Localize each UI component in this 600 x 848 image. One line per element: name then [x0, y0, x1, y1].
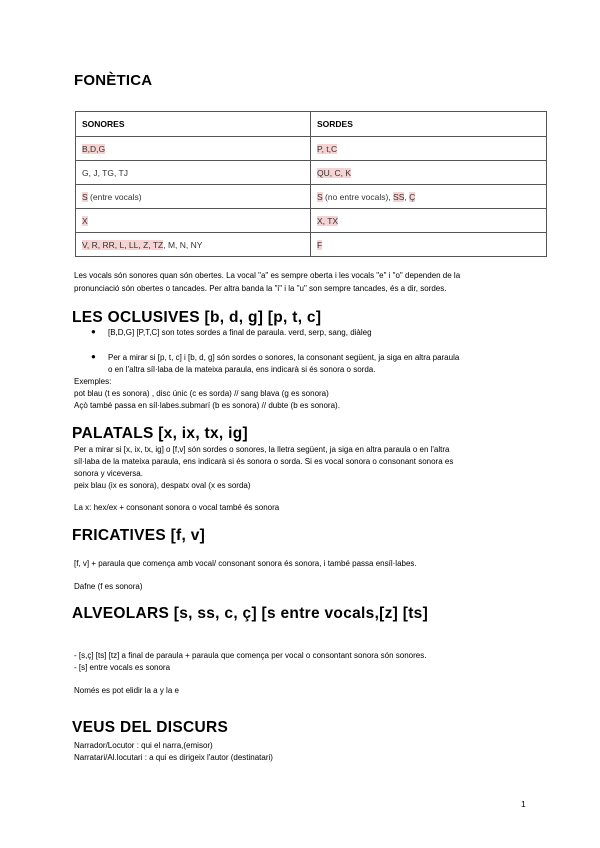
cell-text: F	[317, 239, 323, 250]
table-row	[76, 185, 547, 209]
page-number: 1	[521, 799, 526, 809]
section-heading-oclusives: LES OCLUSIVES [b, d, g] [p, t, c]	[72, 309, 322, 326]
table-header-row	[76, 112, 547, 137]
cell-sonores	[76, 185, 311, 209]
cell-sonores	[76, 137, 311, 161]
bullet-2-line-1: Per a mirar si [p, t, c] i [b, d, g] són sordes o sonores, la consonant següent, ja siga en altra paraula	[108, 353, 460, 362]
palatals-note: La x: hex/ex + consonant sonora o vocal també és sonora	[74, 503, 280, 512]
table-row	[76, 233, 547, 257]
section-heading-fricatives: FRICATIVES [f, v]	[72, 527, 206, 544]
veus-line-1: Narrador/Locutor : qui el narra,(emisor)	[74, 741, 213, 750]
cell-sordes	[311, 185, 547, 209]
oclusives-line-3: Açò també passa en síl·labes.submarí (b es sonora) // dubte (b es sonora).	[74, 401, 340, 410]
bullet-1-line-1: [B,D,G] [P,T,C] son totes sordes a final de paraula. verd, serp, sang, diàleg	[108, 328, 372, 337]
cell-sordes	[311, 161, 547, 185]
section-heading-alveolars: ALVEOLARS [s, ss, c, ç] [s entre vocals,[z] [ts]	[72, 605, 429, 622]
bullet-2-line-2: o en l'altra síl·laba de la mateixa paraula, ens indicarà si és sonora o sorda.	[108, 365, 376, 374]
table-row	[76, 209, 547, 233]
fricatives-line-2: Dafne (f es sonora)	[74, 582, 143, 591]
veus-line-2: Narratari/Al.locutari : a qui es dirigeix l'autor (destinatari)	[74, 753, 273, 762]
cell-sonores	[76, 209, 311, 233]
cell-text: V, R, RR, L, LL, Z, TZ	[82, 239, 164, 250]
intro-line-2: pronunciació són obertes o tancades. Per altra banda la "i" i la "u" son sempre tancades, és a dir, sordes.	[74, 284, 447, 293]
phonetics-table	[75, 111, 547, 257]
bullet-icon: ●	[91, 327, 96, 336]
cell-text: X	[82, 215, 88, 226]
alveolars-note: Només es pot elidir la a y la e	[74, 686, 179, 695]
cell-text: SS	[393, 191, 405, 202]
section-heading-palatals: PALATALS [x, ix, tx, ig]	[72, 425, 248, 442]
palatals-line-1: Per a mirar si [x, ix, tx, ig] o [f,v] són sordes o sonores, la lletra següent, ja siga en altra paraula o en l'altra	[74, 445, 450, 454]
section-heading-veus: VEUS DEL DISCURS	[72, 719, 229, 736]
cell-sonores	[76, 161, 311, 185]
palatals-line-2: síl·laba de la mateixa paraula, ens indicarà si és sonora o sorda. Si es vocal sonora o consonant sonora es	[74, 457, 454, 466]
cell-text: , M, N, NY	[163, 239, 203, 250]
intro-line-1: Les vocals són sonores quan són obertes. La vocal "a" es sempre oberta i les vocals "e" i "o" dependen de la	[74, 271, 461, 280]
cell-text: ,	[404, 191, 410, 202]
palatals-line-4: peix blau (ix es sonora), despatx oval (x es sorda)	[74, 481, 251, 490]
cell-sordes	[311, 209, 547, 233]
fricatives-line-1: [f, v] + paraula que comença amb vocal/ consonant sonora és sonora, i també passa ensíl·labes.	[74, 559, 417, 568]
cell-text: (entre vocals)	[87, 191, 142, 202]
cell-sordes	[311, 233, 547, 257]
cell-text: Ç	[409, 191, 416, 202]
alveolars-line-2: - [s] entre vocals es sonora	[74, 663, 171, 672]
table-row	[76, 161, 547, 185]
palatals-line-3: sonora y viceversa.	[74, 469, 143, 478]
alveolars-line-1: - [s,ç] [ts] [tz] a final de paraula + paraula que comença per vocal o consontant sonora són sonores.	[74, 651, 427, 660]
cell-text: QU, C, K	[317, 167, 352, 178]
cell-sordes	[311, 137, 547, 161]
cell-text: G, J, TG, TJ	[82, 167, 128, 178]
cell-text: P, t,C	[317, 143, 338, 154]
page-title: FONÈTICA	[74, 72, 153, 89]
cell-text: S	[82, 191, 88, 202]
oclusives-line-1: Exemples:	[74, 377, 112, 386]
cell-text: (no entre vocals),	[322, 191, 394, 202]
header-sordes: SORDES	[311, 112, 547, 137]
cell-text: X, TX	[317, 215, 339, 226]
header-sonores: SONORES	[76, 112, 311, 137]
oclusives-line-2: pot blau (t es sonora) , disc únic (c es sorda) // sang blava (g es sonora)	[74, 389, 329, 398]
cell-text: B,D,G	[82, 143, 106, 154]
cell-text: S	[317, 191, 323, 202]
cell-sonores	[76, 233, 311, 257]
table-row	[76, 137, 547, 161]
bullet-icon: ●	[91, 352, 96, 361]
